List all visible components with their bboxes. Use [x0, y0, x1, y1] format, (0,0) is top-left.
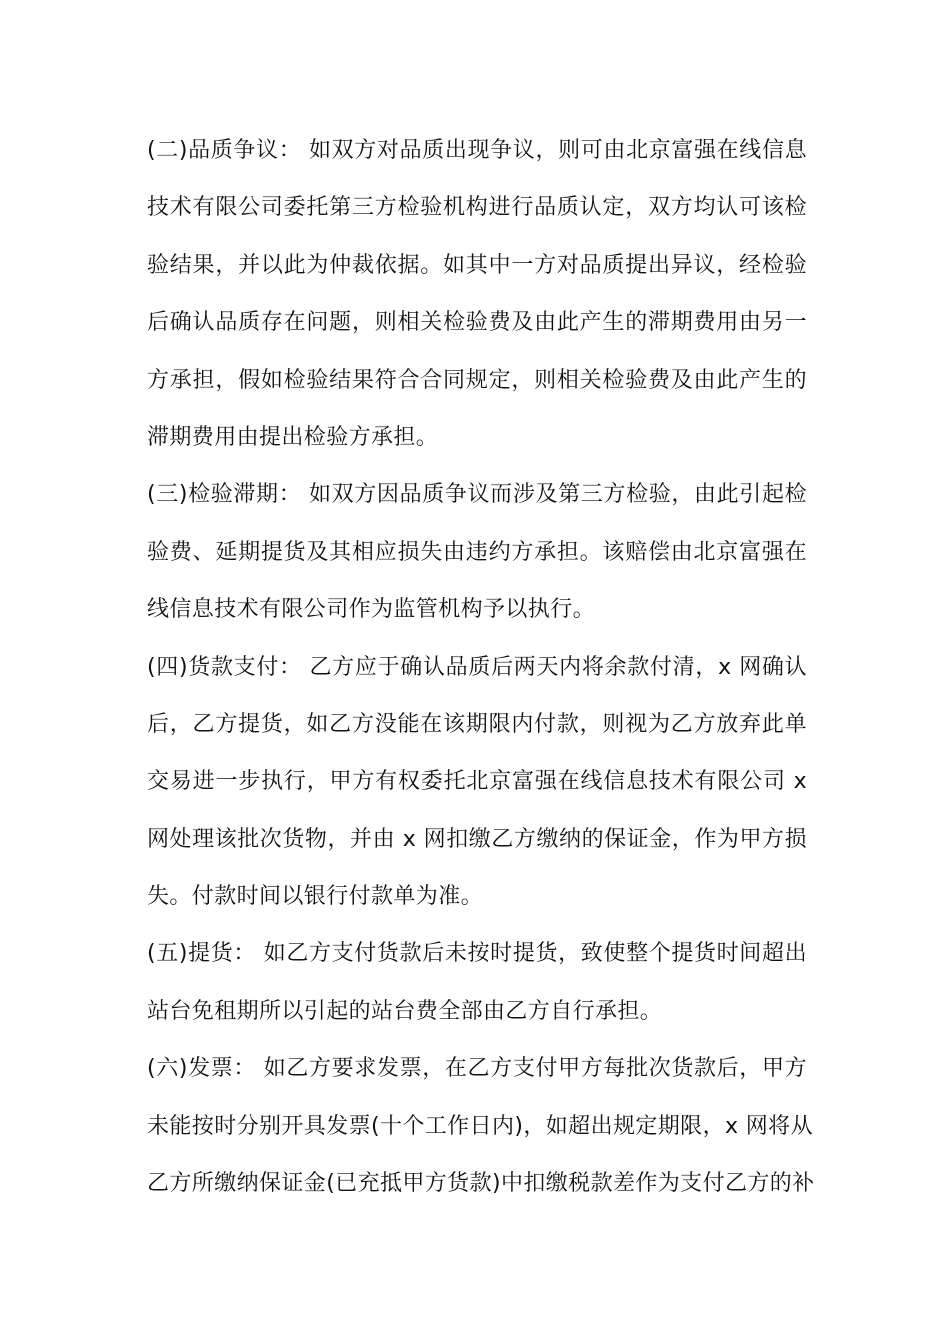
paragraph-line: (三)检验滞期： 如双方因品质争议而涉及第三方检验，由此引起检 [147, 482, 807, 508]
paragraph-line: 未能按时分别开具发票(十个工作日内)，如超出规定期限，x 网将从 [147, 1113, 813, 1139]
document-body [147, 128, 815, 1218]
paragraph-line: 验结果，并以此为仲裁依据。如其中一方对品质提出异议，经检验 [147, 252, 807, 278]
paragraph-line: 验费、延期提货及其相应损失由违约方承担。该赔偿由北京富强在 [147, 539, 807, 565]
paragraph-line: (四)货款支付： 乙方应于确认品质后两天内将余款付清，x 网确认 [147, 654, 807, 680]
paragraph-line: 技术有限公司委托第三方检验机构进行品质认定，双方均认可该检 [147, 195, 807, 221]
paragraph-line: 网处理该批次货物，并由 x 网扣缴乙方缴纳的保证金，作为甲方损 [147, 826, 807, 852]
paragraph-line: 线信息技术有限公司作为监管机构予以执行。 [147, 597, 596, 623]
paragraph-line: 站台免租期所以引起的站台费全部由乙方自行承担。 [147, 998, 663, 1024]
paragraph-line: 方承担，假如检验结果符合合同规定，则相关检验费及由此产生的 [147, 367, 807, 393]
paragraph-line: (二)品质争议： 如双方对品质出现争议，则可由北京富强在线信息 [147, 138, 807, 163]
paragraph-line: 滞期费用由提出检验方承担。 [147, 424, 439, 450]
paragraph-line: 后，乙方提货，如乙方没能在该期限内付款，则视为乙方放弃此单 [147, 711, 807, 737]
paragraph-line: 后确认品质存在问题，则相关检验费及由此产生的滞期费用由另一 [147, 310, 807, 336]
paragraph-line: 失。付款时间以银行付款单为准。 [147, 884, 484, 910]
paragraph-line: (五)提货： 如乙方支付货款后未按时提货，致使整个提货时间超出 [147, 941, 807, 967]
paragraph-line: 交易进一步执行，甲方有权委托北京富强在线信息技术有限公司 x [147, 769, 807, 795]
paragraph-line: (六)发票： 如乙方要求发票，在乙方支付甲方每批次货款后，甲方 [147, 1056, 807, 1082]
paragraph-line: 乙方所缴纳保证金(已充抵甲方货款)中扣缴税款差作为支付乙方的补 [147, 1171, 815, 1197]
